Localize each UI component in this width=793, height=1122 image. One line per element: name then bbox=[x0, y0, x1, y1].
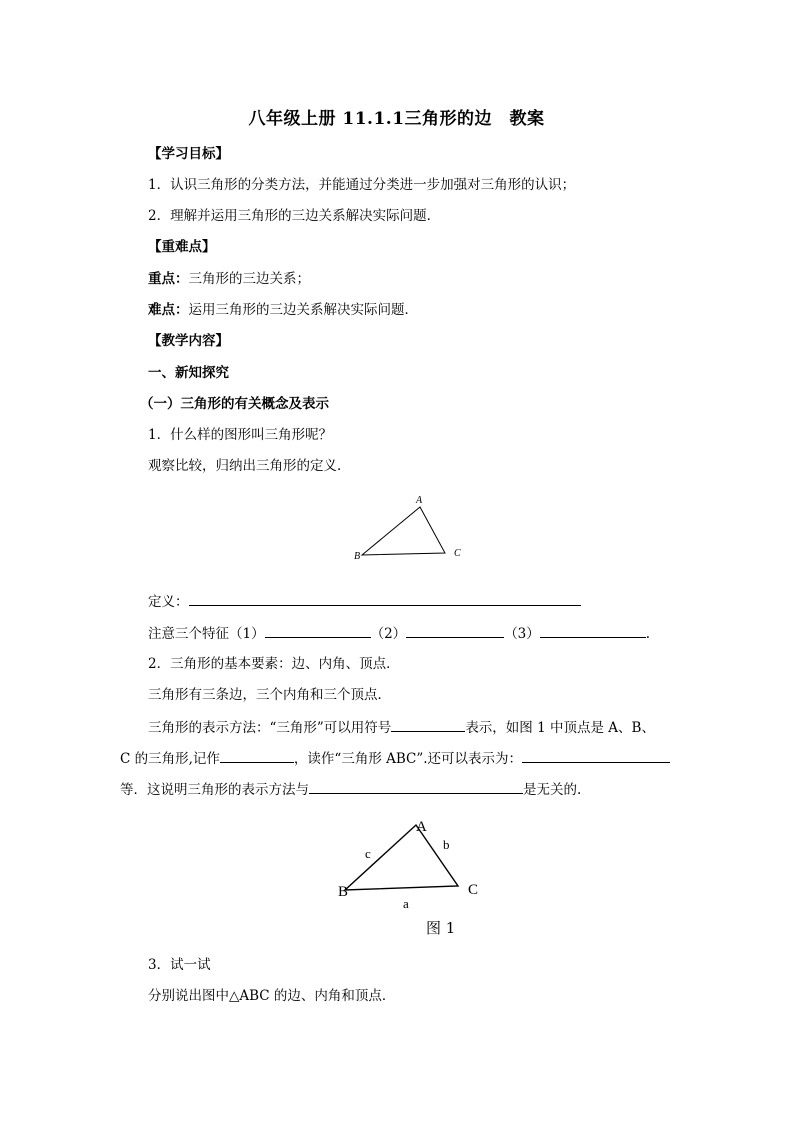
figure-caption: 图 1 bbox=[426, 919, 456, 937]
difficult-point bbox=[148, 301, 418, 319]
feature-2-blank[interactable] bbox=[406, 624, 504, 638]
definition-label: 定义： bbox=[148, 594, 189, 610]
alternative-notation-blank[interactable] bbox=[522, 749, 670, 763]
page-title: 八年级上册 11.1.1三角形的边 教案 bbox=[248, 109, 545, 129]
triangle-shape bbox=[362, 507, 445, 555]
representation-line-2 bbox=[120, 749, 670, 768]
repr-text-c: C 的三角形,记作 bbox=[120, 751, 220, 767]
content-heading: 【教学内容】 bbox=[148, 333, 229, 349]
question-2-text: 三角形有三条边，三个内角和三个顶点． bbox=[148, 687, 391, 703]
key-heading: 【重难点】 bbox=[148, 239, 216, 255]
vertex-label-b: B bbox=[338, 884, 349, 900]
side-label-a: a bbox=[403, 896, 409, 911]
goal-2: 2．理解并运用三角形的三边关系解决实际问题． bbox=[148, 208, 441, 224]
triangle-figure-labeled bbox=[330, 810, 490, 914]
question-3-text: 分别说出图中△ABC 的边、内角和顶点． bbox=[148, 988, 396, 1004]
features-line bbox=[148, 624, 650, 643]
repr-text-e: 等．这说明三角形的表示方法与 bbox=[120, 782, 309, 798]
representation-line-3 bbox=[120, 780, 581, 799]
vertex-label-b: B bbox=[354, 551, 361, 562]
triangle-figure-small bbox=[350, 492, 470, 564]
repr-text-a: 三角形的表示方法：“三角形”可以用符号 bbox=[148, 720, 392, 736]
part-1-heading: 一、新知探究 bbox=[148, 365, 229, 381]
definition-line bbox=[148, 592, 581, 611]
features-prefix: 注意三个特征（1） bbox=[148, 626, 265, 642]
observe-text: 观察比较，归纳出三角形的定义． bbox=[148, 458, 351, 474]
question-3: 3．试一试 bbox=[148, 957, 211, 973]
vertex-label-c: C bbox=[468, 882, 479, 898]
key-label: 重点： bbox=[148, 271, 189, 287]
question-2: 2．三角形的基本要素：边、内角、顶点． bbox=[148, 656, 400, 672]
independence-blank[interactable] bbox=[309, 780, 523, 794]
goal-1: 1．认识三角形的分类方法，并能通过分类进一步加强对三角形的认识； bbox=[148, 177, 576, 193]
repr-text-f: 是无关的. bbox=[523, 782, 582, 798]
notation-blank[interactable] bbox=[220, 749, 294, 763]
repr-text-b: 表示，如图 1 中顶点是 A、B、 bbox=[465, 720, 655, 736]
vertex-label-c: C bbox=[454, 548, 461, 559]
repr-text-d: ，读作“三角形 ABC”.还可以表示为： bbox=[293, 751, 523, 767]
triangle-abc-shape bbox=[345, 825, 458, 890]
vertex-label-a: A bbox=[416, 495, 423, 506]
key-point bbox=[148, 270, 310, 288]
key-text: 三角形的三边关系； bbox=[188, 271, 310, 287]
goals-heading: 【学习目标】 bbox=[148, 146, 229, 162]
diff-text: 运用三角形的三边关系解决实际问题． bbox=[188, 302, 418, 318]
question-1: 1．什么样的图形叫三角形呢？ bbox=[148, 427, 333, 443]
features-end: . bbox=[645, 626, 651, 642]
representation-line-1 bbox=[148, 718, 655, 737]
features-label-2: （2） bbox=[370, 626, 407, 642]
symbol-blank[interactable] bbox=[391, 718, 465, 732]
subsection-1-heading: （一）三角形的有关概念及表示 bbox=[140, 396, 329, 412]
feature-1-blank[interactable] bbox=[265, 624, 371, 638]
diff-label: 难点： bbox=[148, 302, 189, 318]
feature-3-blank[interactable] bbox=[540, 624, 646, 638]
side-label-c: c bbox=[365, 846, 371, 861]
vertex-label-a: A bbox=[416, 819, 427, 835]
features-label-3: （3） bbox=[504, 626, 540, 642]
definition-blank[interactable] bbox=[189, 592, 581, 606]
side-label-b: b bbox=[443, 837, 450, 852]
